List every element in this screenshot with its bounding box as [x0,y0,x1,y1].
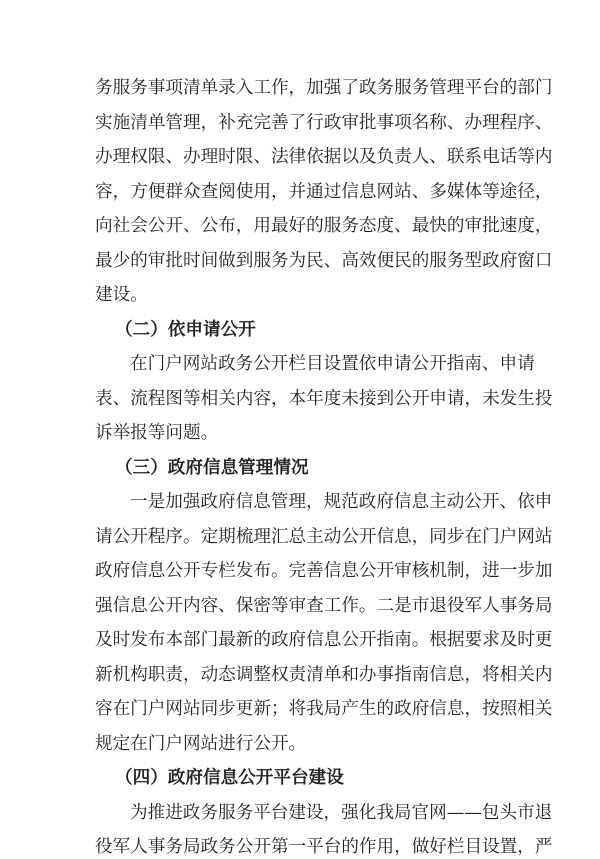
paragraph-3-line-2: 请公开程序。定期梳理汇总主动公开信息，同步在门户网站 [95,526,553,547]
paragraph-1-line-6: 最少的审批时间做到服务为民、高效便民的服务型政府窗口 [95,250,553,271]
paragraph-3-line-5: 及时发布本部门最新的政府信息公开指南。根据要求及时更 [95,630,553,650]
paragraph-3-line-6: 新机构职责，动态调整权责清单和办事指南信息，将相关内 [95,664,553,685]
paragraph-3-line-4: 强信息公开内容、保密等审查工作。二是市退役军人事务局 [95,595,553,616]
paragraph-2-line-3: 诉举报等问题。 [95,423,219,443]
paragraph-1-line-4: 容，方便群众查阅使用，并通过信息网站、多媒体等途径， [95,181,553,202]
paragraph-4-line-1: 为推进政务服务平台建设，强化我局官网——包头市退 [130,802,553,823]
section-3-heading: （三）政府信息管理情况 [115,456,309,478]
paragraph-3-line-8: 规定在门户网站进行公开。 [95,733,307,754]
paragraph-3-line-7: 容在门户网站同步更新；将我局产生的政府信息，按照相关 [95,699,553,719]
paragraph-2-line-2: 表、流程图等相关内容，本年度未接到公开申请，未发生投 [95,388,553,409]
section-4-heading: （四）政府信息公开平台建设 [115,767,344,788]
paragraph-3-line-3: 政府信息公开专栏发布。完善信息公开审核机制，进一步加 [95,561,553,581]
paragraph-1-line-7: 建设。 [95,285,148,305]
paragraph-1-line-2: 实施清单管理，补充完善了行政审批事项名称、办理程序、 [95,112,553,133]
paragraph-1-line-1: 务服务事项清单录入工作，加强了政务服务管理平台的部门 [95,78,553,98]
paragraph-3-line-1: 一是加强政府信息管理，规范政府信息主动公开、依申 [130,492,553,512]
paragraph-1-line-3: 办理权限、办理时限、法律依据以及负责人、联系电话等内 [95,147,553,167]
paragraph-4-line-2: 役军人事务局政务公开第一平台的作用，做好栏目设置，严 [95,837,553,857]
section-2-heading: （二）依申请公开 [115,318,256,340]
paragraph-2-line-1: 在门户网站政务公开栏目设置依申请公开指南、申请 [130,354,535,374]
paragraph-1-line-5: 向社会公开、公布，用最好的服务态度、最快的审批速度， [95,216,553,236]
